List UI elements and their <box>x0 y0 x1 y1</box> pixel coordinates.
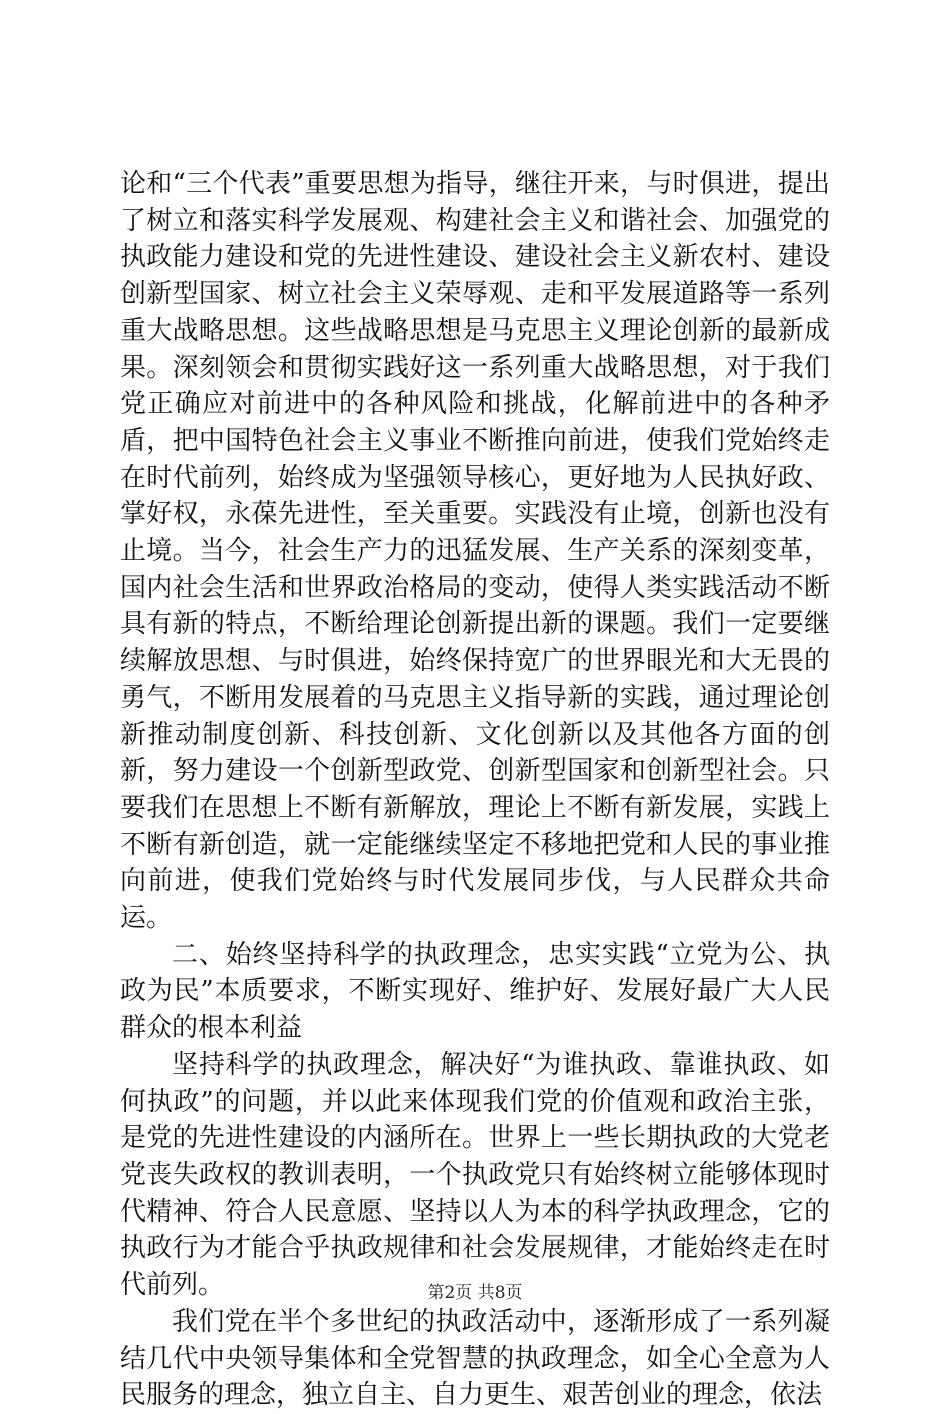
page-footer: 第2页 共8页 <box>427 1283 523 1303</box>
paragraph-continuation: 论和“三个代表”重要思想为指导，继往开来，与时俱进，提出了树立和落实科学发展观、构建社会主义和谐社会、加强党的执政能力建设和党的先进性建设、建设社会主义新农村、建设创新型国家、树立社会主义荣辱观、走和平发展道路等一系列重大战略思想。这些战略思想是马克思主义理论创新的最新成果。深刻领会和贯彻实践好这一系列重大战略思想，对于我们党正确应对前进中的各种风险和挑战，化解前进中的各种矛盾，把中国特色社会主义事业不断推向前进，使我们党始终走在时代前列，始终成为坚强领导核心，更好地为人民执好政、掌好权，永葆先进性，至关重要。实践没有止境，创新也没有止境。当今，社会生产力的迅猛发展、生产关系的深刻变革，国内社会生活和世界政治格局的变动，使得人类实践活动不断具有新的特点，不断给理论创新提出新的课题。我们一定要继续解放思想、与时俱进，始终保持宽广的世界眼光和大无畏的勇气，不断用发展着的马克思主义指导新的实践，通过理论创新推动制度创新、科技创新、文化创新以及其他各方面的创新，努力建设一个创新型政党、创新型国家和创新型社会。只要我们在思想上不断有新解放，理论上不断有新发展，实践上不断有新创造，就一定能继续坚定不移地把党和人民的事业推向前进，使我们党始终与时代发展同步伐，与人民群众共命运。 <box>120 169 830 934</box>
paragraph: 我们党在半个多世纪的执政活动中，逐渐形成了一系列凝结几代中央领导集体和全党智慧的执政理念，如全心全意为人民服务的理念，独立自主、自力更生、艰苦创业的理念，依法 <box>120 1306 830 1411</box>
section-heading: 二、始终坚持科学的执政理念，忠实实践“立党为公、执政为民”本质要求，不断实现好、维护好、发展好最广大人民群众的根本利益 <box>120 939 830 1044</box>
paragraph: 坚持科学的执政理念，解决好“为谁执政、靠谁执政、如何执政”的问题，并以此来体现我们党的价值观和政治主张，是党的先进性建设的内涵所在。世界上一些长期执政的大党老党丧失政权的教训表明，一个执政党只有始终树立能够体现时代精神、符合人民意愿、坚持以人为本的科学执政理念，它的执政行为才能合乎执政规律和社会发展规律，才能始终走在时代前列。 <box>120 1049 830 1301</box>
document-body <box>120 166 830 1414</box>
